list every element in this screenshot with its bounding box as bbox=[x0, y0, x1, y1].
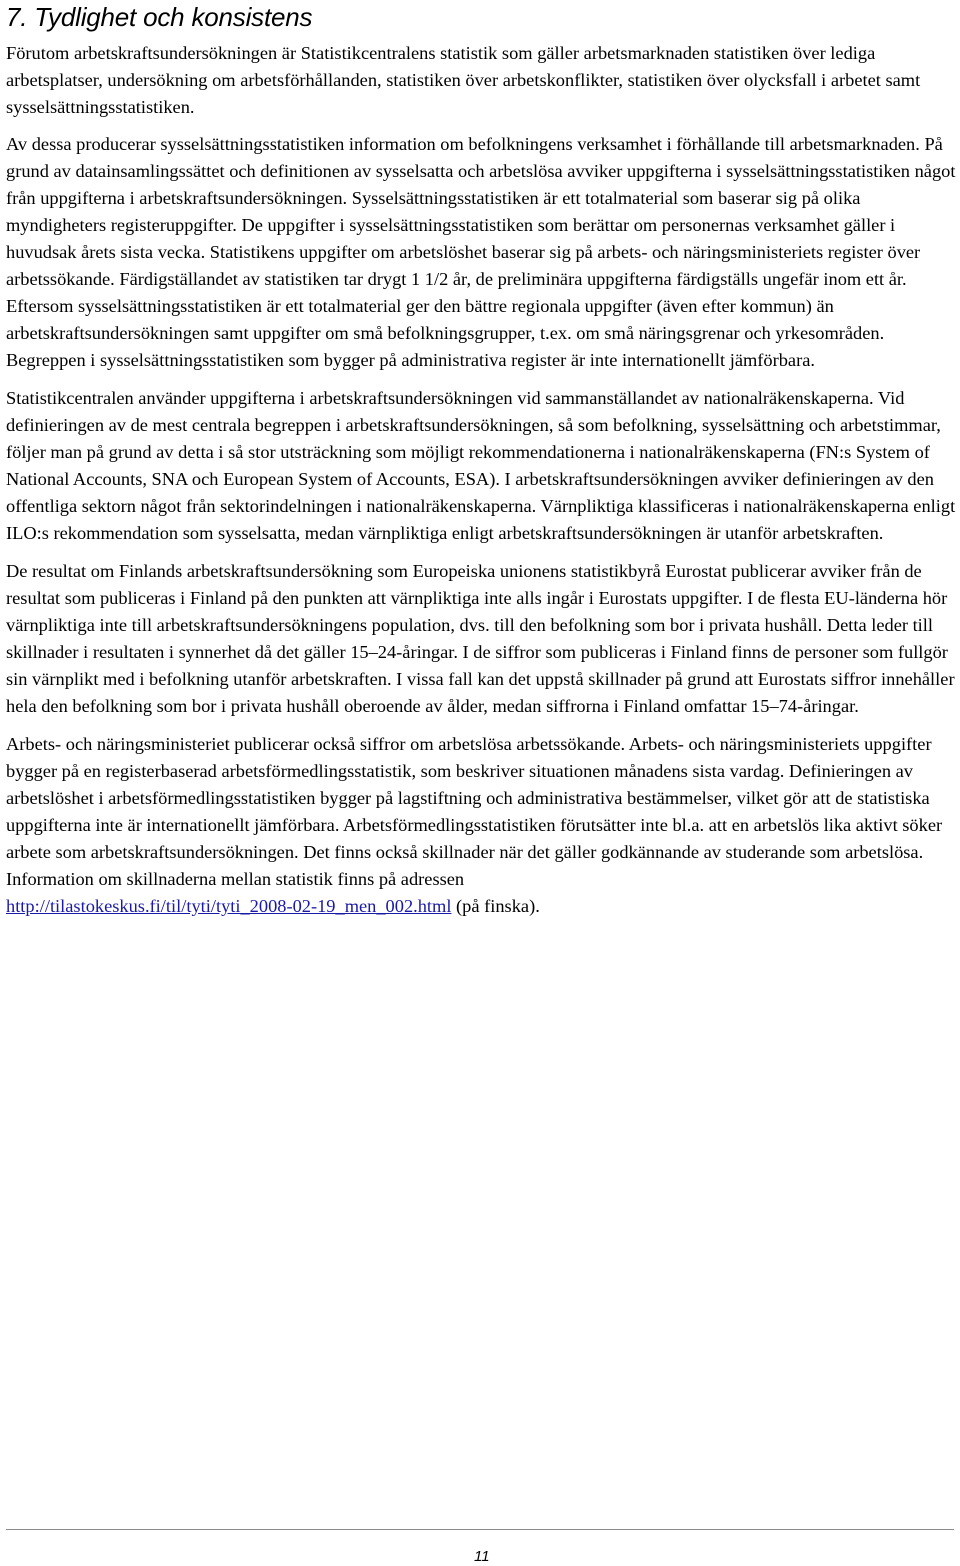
paragraph-eurostat: De resultat om Finlands arbetskraftsundersökning som Europeiska unionens statistikbyrå Eurostat publicerar avviker från de resultat som publiceras i Finland på den punkten att värnpliktiga inte alls ingår i Eurostats uppgifter. I de flesta EU-länderna hör värnpliktiga inte till arbetskraftsundersökningens population, dvs. till den befolkning som bor i privata hushåll. Detta leder till skillnader i resultaten i synnerhet då det gäller 15–24-åringar. I de siffror som publiceras i Finland finns de personer som fullgör sin värnplikt med i befolkning utanför arbetskraften. I vissa fall kan det uppstå skillnader på grund att Eurostats siffror innehåller hela den befolkning som bor i privata hushåll oberoende av ålder, medan siffrorna i Finland omfattar 15–74-åringar. bbox=[6, 561, 955, 716]
section-heading: 7. Tydlighet och konsistens bbox=[6, 2, 313, 32]
statistics-differences-link[interactable]: http://tilastokeskus.fi/til/tyti/tyti_2008-02-19_men_002.html bbox=[6, 896, 452, 916]
document-page bbox=[6, 0, 958, 920]
paragraph-ministry-text: Arbets- och näringsministeriet publicerar också siffror om arbetslösa arbetssökande. Arbets- och näringsministeriets uppgifter bygger på en registerbaserad arbetsförmedlingsstatistik, som beskriver situationen månadens sista vardag. Definieringen av arbetslöshet i arbetsförmedlingsstatistiken bygger på lagstiftning och administrativa bestämmelser, vilket gör att de statistiska uppgifterna inte är internationellt jämförbara. Arbetsförmedlingsstatistiken förutsätter inte bl.a. att en arbetslös lika aktivt söker arbete som arbetskraftsundersökningen. Det finns också skillnader när det gäller godkännande av studerande som arbetslösa. Information om skillnaderna mellan statistik finns på adressen bbox=[6, 734, 943, 889]
paragraph-ministry-statistics bbox=[6, 731, 958, 920]
footer-divider bbox=[6, 1529, 954, 1530]
paragraph-employment-statistics: Av dessa producerar sysselsättningsstatistiken information om befolkningens verksamhet i förhållande till arbetsmarknaden. På grund av datainsamlingssättet och definitionen av sysselsatta och arbetslösa avviker uppgifterna i sysselsättningsstatistiken något från uppgifterna i arbetskraftsundersökningen. Sysselsättningsstatistiken är ett totalmaterial som baserar sig på olika myndigheters registeruppgifter. De uppgifter i sysselsättningsstatistiken som berättar om personernas verksamhet gäller i huvudsak årets sista vecka. Statistikens uppgifter om arbetslöshet baserar sig på arbets- och näringsministeriets register över arbetssökande. Färdigställandet av statistiken tar drygt 1 1/2 år, de preliminära uppgifterna färdigställs ungefär inom ett år. Eftersom sysselsättningsstatistiken är ett totalmaterial ger den bättre regionala uppgifter (även efter kommun) än arbetskraftsundersökningen samt uppgifter om små befolkningsgrupper, t.ex. om små näringsgrenar och yrkesområden. Begreppen i sysselsättningsstatistiken som bygger på administrativa register är inte internationellt jämförbara. bbox=[6, 134, 956, 370]
paragraph-national-accounts: Statistikcentralen använder uppgifterna i arbetskraftsundersökningen vid sammanställandet av nationalräkenskaperna. Vid definieringen av de mest centrala begreppen i arbetskraftsundersökningen, så som befolkning, sysselsättning och arbetstimmar, följer man på grund av detta i så stor utsträckning som möjligt rekommendationerna i nationalräkenskaperna (FN:s System of National Accounts, SNA och European System of Accounts, ESA). I arbetskraftsundersökningen avviker definieringen av den offentliga sektorn något från sektorindelningen i nationalräkenskaperna. Värnpliktiga klassificeras i nationalräkenskaperna enligt ILO:s rekommendation som sysselsatta, medan värnpliktiga enligt arbetskraftsundersökningen är utanför arbetskraften. bbox=[6, 388, 956, 543]
paragraph-labour-statistics: Förutom arbetskraftsundersökningen är Statistikcentralens statistik som gäller arbetsmarknaden statistiken över lediga arbetsplatser, undersökning om arbetsförhållanden, statistiken över arbetskonflikter, statistiken över olycksfall i arbetet samt sysselsättningsstatistiken. bbox=[6, 43, 921, 117]
link-suffix: (på finska). bbox=[451, 896, 540, 916]
page-number: 11 bbox=[474, 1548, 490, 1565]
